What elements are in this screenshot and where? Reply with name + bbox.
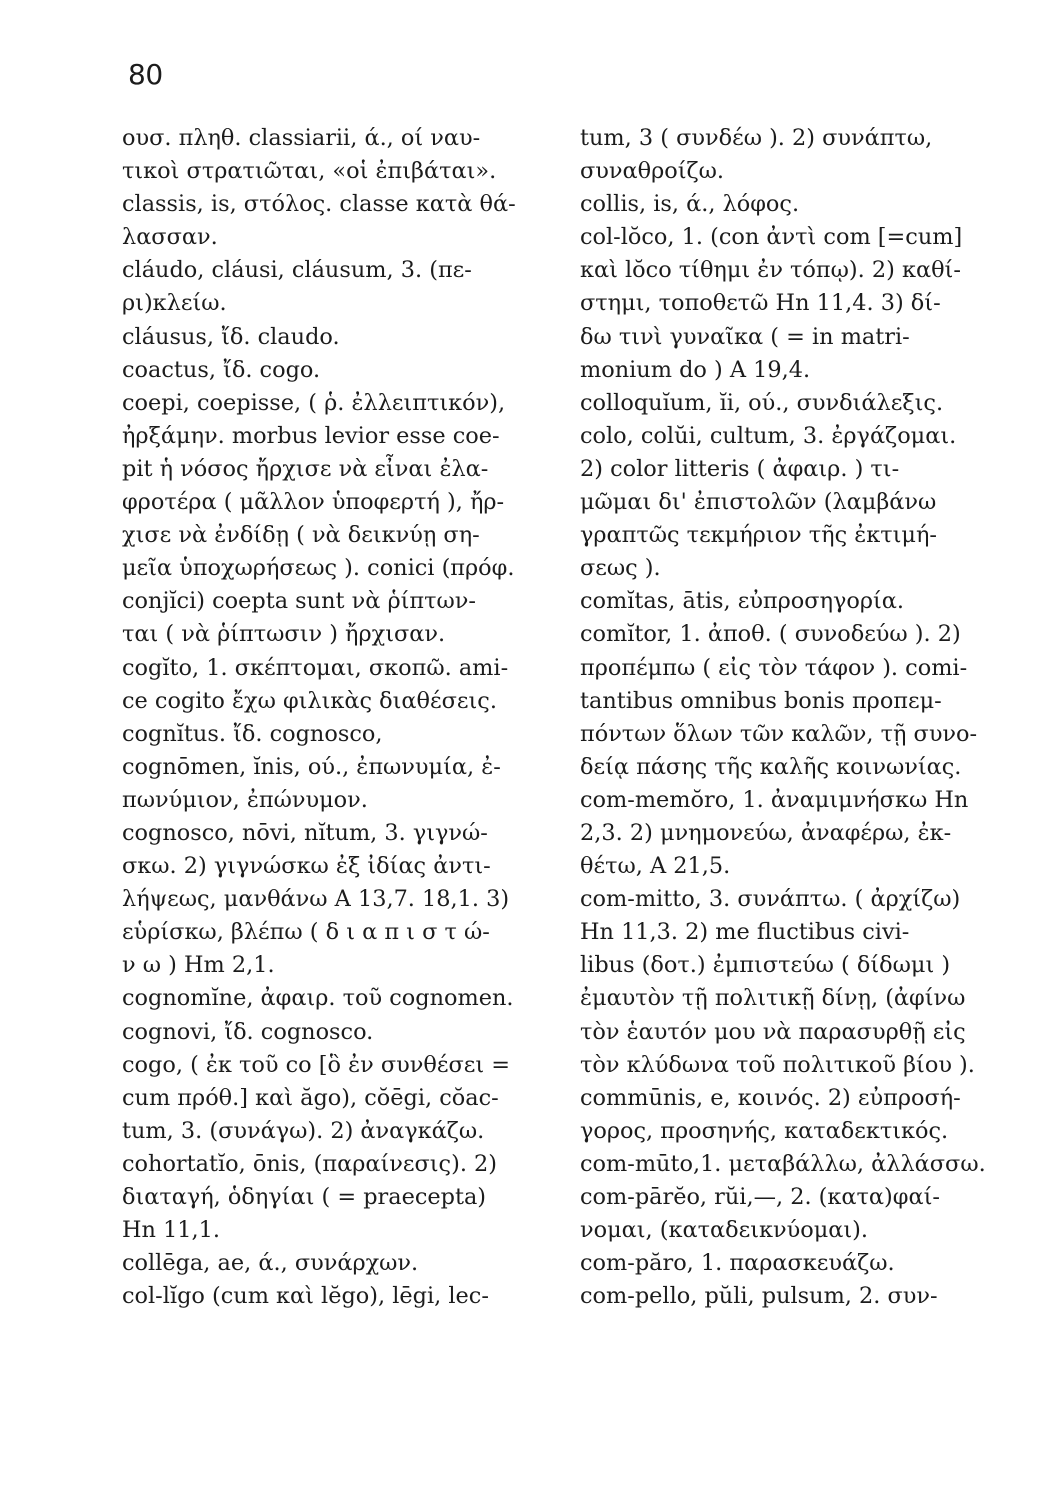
dictionary-line: col-lĭgo (cum καὶ lĕgo), lēgi, lec-: [122, 1283, 489, 1310]
dictionary-line: 2,3. 2) μνημονεύω, ἀναφέρω, ἐκ-: [580, 819, 952, 846]
dictionary-line: λασσαν.: [122, 224, 218, 251]
dictionary-line: com-pārĕo, rŭi,—, 2. (κατα)φαί-: [580, 1184, 940, 1210]
dictionary-line: θέτω, A 21,5.: [580, 853, 731, 880]
dictionary-line: ται ( νὰ ῥίπτωσιν ) ἤρχισαν.: [122, 621, 446, 648]
dictionary-line: commūnis, e, κοινός. 2) εὐπροσή-: [580, 1084, 961, 1111]
dictionary-line: μῶμαι δι' ἐπιστολῶν (λαμβάνω: [580, 489, 937, 516]
dictionary-line: cognōmen, ĭnis, ού., ἐπωνυμία, ἐ-: [122, 753, 501, 780]
dictionary-line: libus (δοτ.) ἐμπιστεύω ( δίδωμι ): [580, 952, 951, 979]
dictionary-line: com-memŏro, 1. ἀναμιμνήσκω Hn: [580, 786, 969, 813]
dictionary-line: tum, 3. (συνάγω). 2) ἀναγκάζω.: [122, 1117, 485, 1144]
dictionary-line: collis, is, ά., λόφος.: [580, 191, 800, 218]
dictionary-line: colo, colŭi, cultum, 3. ἐργάζομαι.: [580, 422, 957, 449]
dictionary-line: δω τινὶ γυναῖκα ( = in matri-: [580, 323, 910, 350]
dictionary-line: τὸν κλύδωνα τοῦ πολιτικοῦ βίου ).: [580, 1051, 975, 1078]
left-column: [122, 122, 552, 1313]
dictionary-line: com-mitto, 3. συνάπτω. ( ἀρχίζω): [580, 886, 961, 913]
dictionary-line: monium do ) A 19,4.: [580, 356, 811, 383]
dictionary-line: καὶ lŏco τίθημι ἐν τόπῳ). 2) καθί-: [580, 257, 961, 284]
dictionary-line: διαταγή, ὁδηγίαι ( = praecepta): [122, 1184, 487, 1210]
dictionary-line: com-pello, pŭli, pulsum, 2. συν-: [580, 1283, 938, 1310]
dictionary-line: com-mūto,1. μεταβάλλω, ἀλλάσσω.: [580, 1150, 986, 1177]
dictionary-line: συναθροίζω.: [580, 158, 725, 185]
dictionary-line: ουσ. πληθ. classiarii, ά., οί ναυ-: [122, 125, 481, 151]
dictionary-line: tum, 3 ( συνδέω ). 2) συνάπτω,: [580, 125, 933, 151]
dictionary-line: προπέμπω ( εἰς τὸν τάφον ). comi-: [580, 654, 968, 681]
dictionary-line: γορος, προσηνής, καταδεκτικός.: [580, 1117, 949, 1144]
dictionary-line: δείᾳ πάσης τῆς καλῆς κοινωνίας.: [580, 753, 962, 780]
dictionary-line: collēga, ae, ά., συνάρχων.: [122, 1250, 419, 1277]
dictionary-line: cum πρόθ.] καὶ ăgo), cŏēgi, cŏac-: [122, 1084, 499, 1111]
dictionary-line: Hn 11,3. 2) me fluctibus civi-: [580, 919, 910, 946]
dictionary-line: com-păro, 1. παρασκευάζω.: [580, 1250, 895, 1277]
dictionary-line: cognosco, nōvi, nĭtum, 3. γιγνώ-: [122, 819, 488, 846]
dictionary-line: classis, is, στόλος. classe κατὰ θά-: [122, 191, 516, 218]
right-column: [580, 122, 1040, 1313]
dictionary-line: νομαι, (καταδεικνύομαι).: [580, 1217, 868, 1244]
dictionary-line: pit ἡ νόσος ἤρχισε νὰ εἶναι ἐλα-: [122, 455, 489, 482]
dictionary-line: σκω. 2) γιγνώσκω ἐξ ἰδίας ἀντι-: [122, 853, 491, 880]
dictionary-line: col-lŏco, 1. (con ἀντὶ com [=cum]: [580, 224, 963, 251]
dictionary-line: cogĭto, 1. σκέπτομαι, σκοπῶ. ami-: [122, 654, 509, 681]
dictionary-line: cognomĭne, ἀφαιρ. τοῦ cognomen.: [122, 985, 514, 1012]
dictionary-line: coactus, ἴδ. cogo.: [122, 356, 321, 383]
dictionary-line: cogo, ( ἐκ τοῦ co [ὃ ἐν συνθέσει =: [122, 1051, 510, 1078]
dictionary-line: coepi, coepisse, ( ῥ. ἐλλειπτικόν),: [122, 389, 506, 416]
dictionary-line: 2) color litteris ( ἀφαιρ. ) τι-: [580, 455, 900, 482]
dictionary-line: φροτέρα ( μᾶλλον ὑποφερτή ), ἤρ-: [122, 489, 505, 516]
dictionary-line: conjĭci) coepta sunt νὰ ῥίπτων-: [122, 588, 476, 615]
dictionary-line: σεως ).: [580, 555, 661, 582]
dictionary-line: colloquĭum, ĭi, ού., συνδιάλεξις.: [580, 389, 944, 416]
dictionary-line: cognĭtus. ἴδ. cognosco,: [122, 720, 383, 747]
dictionary-line: χισε νὰ ἐνδίδῃ ( νὰ δεικνύῃ ση-: [122, 522, 480, 549]
dictionary-line: cláusus, ἴδ. claudo.: [122, 323, 340, 350]
dictionary-line: στημι, τοποθετῶ Hn 11,4. 3) δί-: [580, 290, 941, 317]
dictionary-line: ce cogito ἔχω φιλικὰς διαθέσεις.: [122, 687, 497, 714]
dictionary-line: cláudo, cláusi, cláusum, 3. (πε-: [122, 257, 472, 284]
dictionary-line: εὑρίσκω, βλέπω ( δ ι α π ι σ τ ώ-: [122, 919, 490, 946]
dictionary-line: τικοὶ στρατιῶται, «οἱ ἐπιβάται».: [122, 158, 497, 185]
dictionary-line: λήψεως, μανθάνω A 13,7. 18,1. 3): [122, 886, 510, 913]
dictionary-line: cohortatĭo, ōnis, (παραίνεσις). 2): [122, 1150, 498, 1177]
dictionary-line: γραπτῶς τεκμήριον τῆς ἐκτιμή-: [580, 522, 937, 549]
dictionary-line: ἠρξάμην. morbus levior esse coe-: [122, 422, 500, 449]
dictionary-line: πωνύμιον, ἐπώνυμον.: [122, 786, 368, 813]
dictionary-line: Hn 11,1.: [122, 1217, 221, 1244]
dictionary-line: μεῖα ὑποχωρήσεως ). conici (πρόφ.: [122, 555, 515, 582]
dictionary-line: ν ω ) Hm 2,1.: [122, 952, 275, 979]
dictionary-line: comĭtor, 1. ἀποθ. ( συνοδεύω ). 2): [580, 621, 961, 648]
dictionary-line: ρι)κλείω.: [122, 290, 227, 317]
page-number: 80: [128, 58, 163, 91]
dictionary-line: τὸν ἑαυτόν μου νὰ παρασυρθῇ εἰς: [580, 1018, 966, 1045]
dictionary-line: comĭtas, ātis, εὐπροσηγορία.: [580, 588, 905, 615]
dictionary-line: tantibus omnibus bonis προπεμ-: [580, 687, 942, 714]
dictionary-line: cognovi, ἴδ. cognosco.: [122, 1018, 374, 1045]
dictionary-line: πόντων ὅλων τῶν καλῶν, τῇ συνο-: [580, 720, 978, 747]
dictionary-line: ἐμαυτὸν τῇ πολιτικῇ δίνῃ, (ἀφίνω: [580, 985, 966, 1012]
